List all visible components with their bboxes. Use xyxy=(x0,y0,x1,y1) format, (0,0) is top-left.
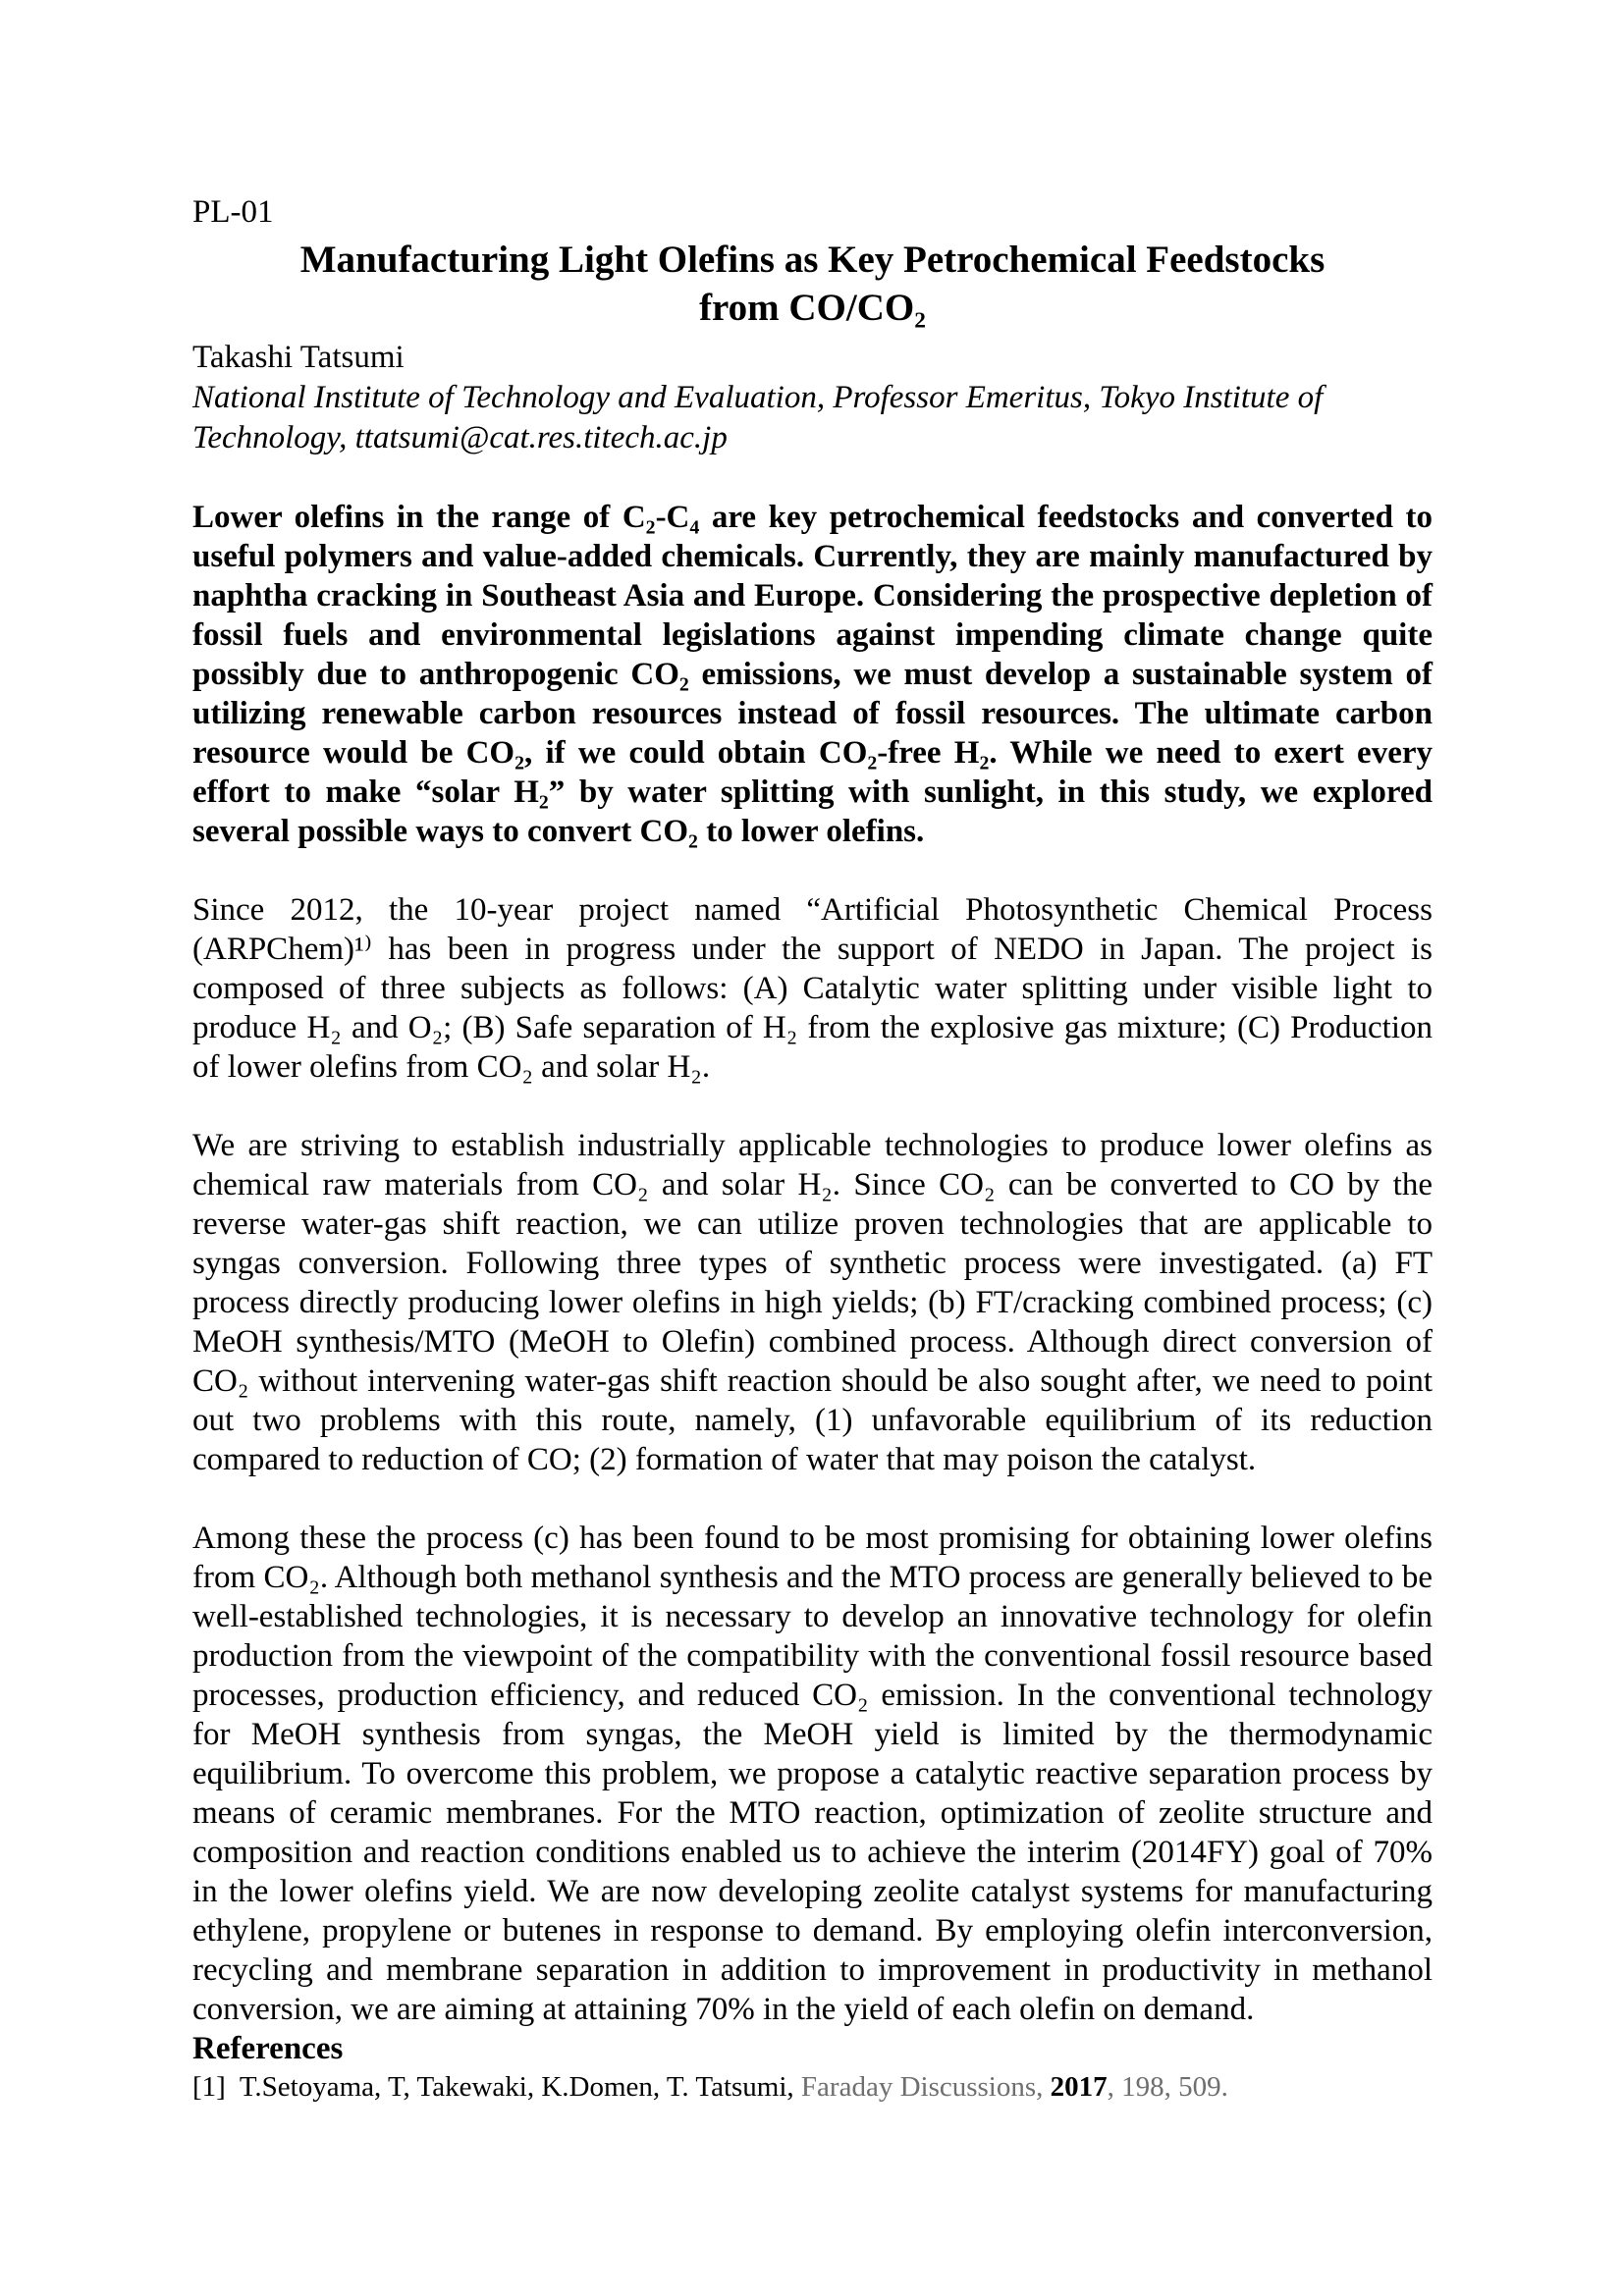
reference-year: 2017 xyxy=(1050,2071,1108,2103)
affiliation-line-1: National Institute of Technology and Evaluation, Professor Emeritus, Tokyo Institute of xyxy=(192,380,1324,415)
author-name: Takashi Tatsumi xyxy=(192,340,405,375)
paper-title-line-1: Manufacturing Light Olefins as Key Petrochemical Feedstocks xyxy=(299,239,1325,281)
affiliation xyxy=(192,378,1433,458)
abstract-paragraph: Lower olefins in the range of C₂-C₄ are key petrochemical feedstocks and converted to useful polymers and value-added chemicals. Currently, they are mainly manufactured by naphtha cracking in Southeast Asia and Europe. Considering the prospective depletion of fossil fuels and environmental legislations against impending climate change quite possibly due to anthropogenic CO₂ emissions, we must develop a sustainable system of utilizing renewable carbon resources instead of fossil resources. The ultimate carbon resource would be CO₂, if we could obtain CO₂-free H₂. While we need to exert every effort to make “solar H₂” by water splitting with sunlight, in this study, we explored several possible ways to convert CO₂ to lower olefins. xyxy=(192,500,1433,849)
page-content xyxy=(192,192,1433,2106)
references-heading: References xyxy=(192,2031,344,2066)
reference-label: [1] xyxy=(192,2071,226,2103)
reference-item xyxy=(192,2068,1433,2106)
reference-pages: , 198, 509. xyxy=(1107,2071,1228,2103)
reference-journal: Faraday Discussions, xyxy=(800,2071,1051,2103)
paper-code: PL-01 xyxy=(192,194,274,230)
body-paragraph-3: Among these the process (c) has been found to be most promising for obtaining lower olefins from CO₂. Although both methanol synthesis and the MTO process are generally believed to be well-established technologies, it is necessary to develop an innovative technology for olefin production from the viewpoint of the compatibility with the conventional fossil resource based processes, production efficiency, and reduced CO₂ emission. In the conventional technology for MeOH synthesis from syngas, the MeOH yield is limited by the thermodynamic equilibrium. To overcome this problem, we propose a catalytic reactive separation process by means of ceramic membranes. For the MTO reaction, optimization of zeolite structure and composition and reaction conditions enabled us to achieve the interim (2014FY) goal of 70% in the lower olefins yield. We are now developing zeolite catalyst systems for manufacturing ethylene, propylene or butenes in response to demand. By employing olefin interconversion, recycling and membrane separation in addition to improvement in productivity in methanol conversion, we are aiming at attaining 70% in the yield of each olefin on demand. xyxy=(192,1521,1433,2027)
body-paragraph-2: We are striving to establish industrially applicable technologies to produce lower olefins as chemical raw materials from CO₂ and solar H₂. Since CO₂ can be converted to CO by the reverse water-gas shift reaction, we can utilize proven technologies that are applicable to syngas conversion. Following three types of synthetic process were investigated. (a) FT process directly producing lower olefins in high yields; (b) FT/cracking combined process; (c) MeOH synthesis/MTO (MeOH to Olefin) combined process. Although direct conversion of CO₂ without intervening water-gas shift reaction should be also sought after, we need to point out two problems with this route, namely, (1) unfavorable equilibrium of its reduction compared to reduction of CO; (2) formation of water that may poison the catalyst. xyxy=(192,1128,1433,1477)
affiliation-line-2: Technology, ttatsumi@cat.res.titech.ac.jp xyxy=(192,420,728,455)
paper-title-line-2: from CO/CO₂ xyxy=(699,287,926,329)
paper-title xyxy=(192,236,1433,332)
reference-authors: T.Setoyama, T, Takewaki, K.Domen, T. Tatsumi, xyxy=(239,2071,801,2103)
body-paragraph-1: Since 2012, the 10-year project named “Artificial Photosynthetic Chemical Process (ARPChem)¹⁾ has been in progress under the support of NEDO in Japan. The project is composed of three subjects as follows: (A) Catalytic water splitting under visible light to produce H₂ and O₂; (B) Safe separation of H₂ from the explosive gas mixture; (C) Production of lower olefins from CO₂ and solar H₂. xyxy=(192,892,1433,1085)
